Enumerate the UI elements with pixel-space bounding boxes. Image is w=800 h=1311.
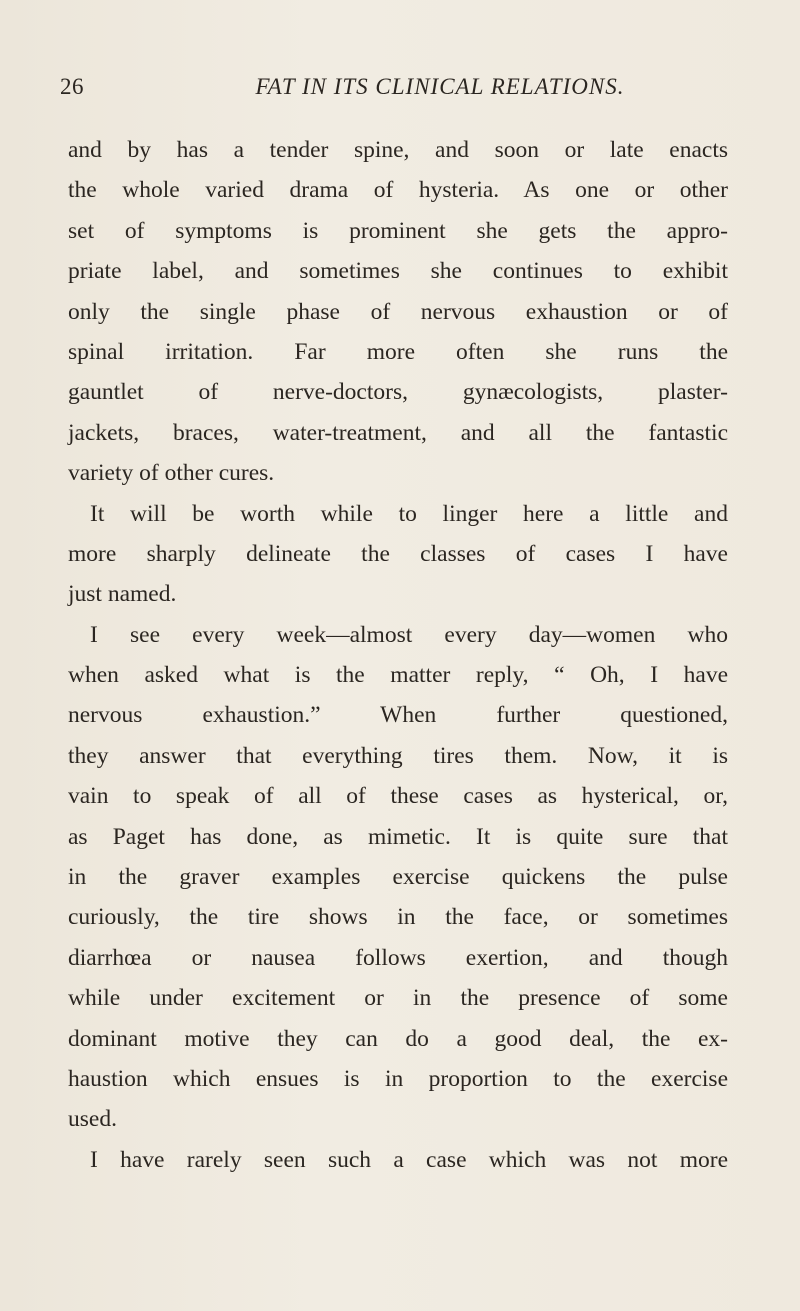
text-line: It will be worth while to linger here a little and: [90, 500, 728, 527]
text-line: diarrhœa or nausea follows exertion, and though: [68, 944, 728, 971]
text-line: vain to speak of all of these cases as hysterical, or,: [68, 783, 728, 810]
text-line: and by has a tender spine, and soon or late enacts: [68, 137, 728, 163]
body-text: [68, 130, 728, 1180]
text-line: I see every week—almost every day—women who: [90, 621, 728, 648]
text-line: set of symptoms is prominent she gets the appro-: [68, 217, 728, 244]
text-line: just named.: [68, 581, 177, 608]
text-line: nervous exhaustion.” When further questioned,: [68, 702, 728, 729]
text-line: spinal irritation. Far more often she runs the: [68, 338, 728, 365]
text-line: jackets, braces, water-treatment, and all the fantastic: [68, 419, 728, 446]
text-line: only the single phase of nervous exhaustion or of: [68, 298, 728, 325]
text-line: while under excitement or in the presence of some: [68, 985, 728, 1012]
text-line: when asked what is the matter reply, “ Oh, I have: [68, 662, 728, 689]
text-line: the whole varied drama of hysteria. As one or other: [68, 177, 728, 204]
page-number: 26: [60, 74, 84, 99]
text-line: variety of other cures.: [68, 460, 275, 487]
running-title: FAT IN ITS CLINICAL RELATIONS.: [255, 74, 625, 99]
text-line: gauntlet of nerve-doctors, gynæcologists, plaster-: [68, 379, 728, 406]
text-line: dominant motive they can do a good deal, the ex-: [68, 1025, 728, 1052]
text-line: used.: [68, 1106, 117, 1133]
text-line: as Paget has done, as mimetic. It is quite sure that: [68, 823, 728, 850]
text-line: more sharply delineate the classes of cases I have: [68, 540, 728, 567]
text-line: priate label, and sometimes she continues to exhibit: [68, 258, 728, 285]
text-line: curiously, the tire shows in the face, or sometimes: [68, 904, 728, 931]
text-line: I have rarely seen such a case which was not more: [90, 1146, 728, 1173]
text-line: haustion which ensues is in proportion to the exercise: [68, 1065, 728, 1092]
text-line: in the graver examples exercise quickens the pulse: [68, 864, 728, 891]
text-line: they answer that everything tires them. Now, it is: [68, 742, 728, 769]
running-head: [60, 74, 760, 106]
